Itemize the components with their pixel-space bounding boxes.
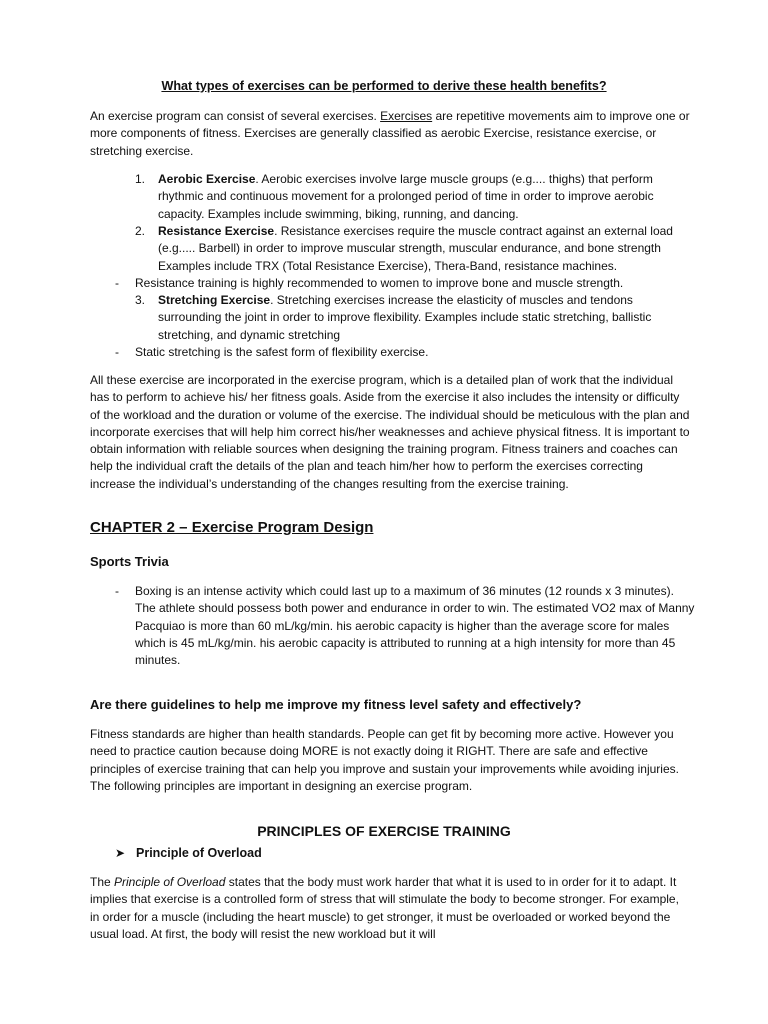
arrow-bullet-icon: ➤: [115, 846, 126, 860]
principles-heading: PRINCIPLES OF EXERCISE TRAINING: [257, 823, 511, 839]
note-static-stretching: - Static stretching is the safest form of flexibility exercise.: [115, 345, 429, 359]
exercise-program-paragraph: All these exercise are incorporated in the exercise program, which is a detailed plan of work that the individual has to perform to achieve his/ her fitness goals. Aside from the exercise it also includes the intensity or difficulty of the workload and the duration or volume of the exercise. The individual should be meticulous with the plan and incorporate exercises that will help him correct his/her weaknesses and achieve physical fitness. It is important to obtain information with reliable sources when designing the training program. Fitness trainers and coaches can help the individual craft the details of the plan and teach him/her how to perform the exercises correcting increase the individual’s understanding of the changes resulting from the exercise training.: [90, 373, 690, 491]
chapter-title: CHAPTER 2 – Exercise Program Design: [90, 519, 374, 536]
note-resistance-women: - Resistance training is highly recommended to women to improve bone and muscle strength.: [115, 276, 624, 290]
sports-trivia-heading: Sports Trivia: [90, 554, 169, 569]
list-item-stretching: 3. Stretching Exercise. Stretching exercises increase the elasticity of muscles and tendons surrounding the joint in order to improve flexibility. Examples include static stretching, ballistic stretching, and dynamic stretching: [135, 293, 652, 342]
guidelines-heading: Are there guidelines to help me improve my fitness level safety and effectively?: [90, 697, 582, 712]
intro-paragraph: An exercise program can consist of several exercises. Exercises are repetitive movements aim to improve one or more components of fitness. Exercises are generally classified as aerobic Exercise, resistance exercise, or stretching exercise.: [90, 109, 690, 158]
exercises-link[interactable]: Exercises: [380, 109, 433, 123]
guidelines-paragraph: Fitness standards are higher than health standards. People can get fit by becoming more active. However you need to practice caution because doing MORE is not exactly doing it RIGHT. There are safe and effective principles of exercise training that can help you improve and sustain your improvements while avoiding injuries. The following principles are important in designing an exercise program.: [90, 727, 679, 793]
section-heading-exercise-types: What types of exercises can be performed to derive these health benefits?: [161, 79, 607, 93]
list-item-resistance: 2. Resistance Exercise. Resistance exercises require the muscle contract against an external load (e.g..... Barbell) in order to improve muscular strength, muscular endurance, and bone strength Examples include TRX (Total Resistance Exercise), Thera-Band, resistance machines.: [135, 224, 673, 273]
list-item-aerobic: 1. Aerobic Exercise. Aerobic exercises involve large muscle groups (e.g.... thighs) that perform rhythmic and continuous movement for a prolonged period of time in order to improve aerobic capacity. Examples include swimming, biking, running, and dancing.: [135, 172, 654, 221]
trivia-item-boxing: - Boxing is an intense activity which could last up to a maximum of 36 minutes (12 rounds x 3 minutes). The athlete should possess both power and endurance in order to win. The estimated VO2 max of Manny Pacquiao is more than 60 mL/kg/min. his aerobic capacity is higher than the average score for males which is 45 mL/kg/min. his aerobic capacity is attributed to running at a high intensity for more than 45 minutes.: [115, 584, 695, 668]
principle-list-item: ➤ Principle of Overload: [115, 846, 262, 860]
overload-paragraph: The Principle of Overload states that the body must work harder that what it is used to in order for it to adapt. It implies that exercise is a controlled form of stress that will stimulate the body to become stronger. For example, in order for a muscle (including the heart muscle) to get stronger, it must be overloaded or worked beyond the usual load. At first, the body will resist the new workload but it will: [90, 875, 679, 941]
